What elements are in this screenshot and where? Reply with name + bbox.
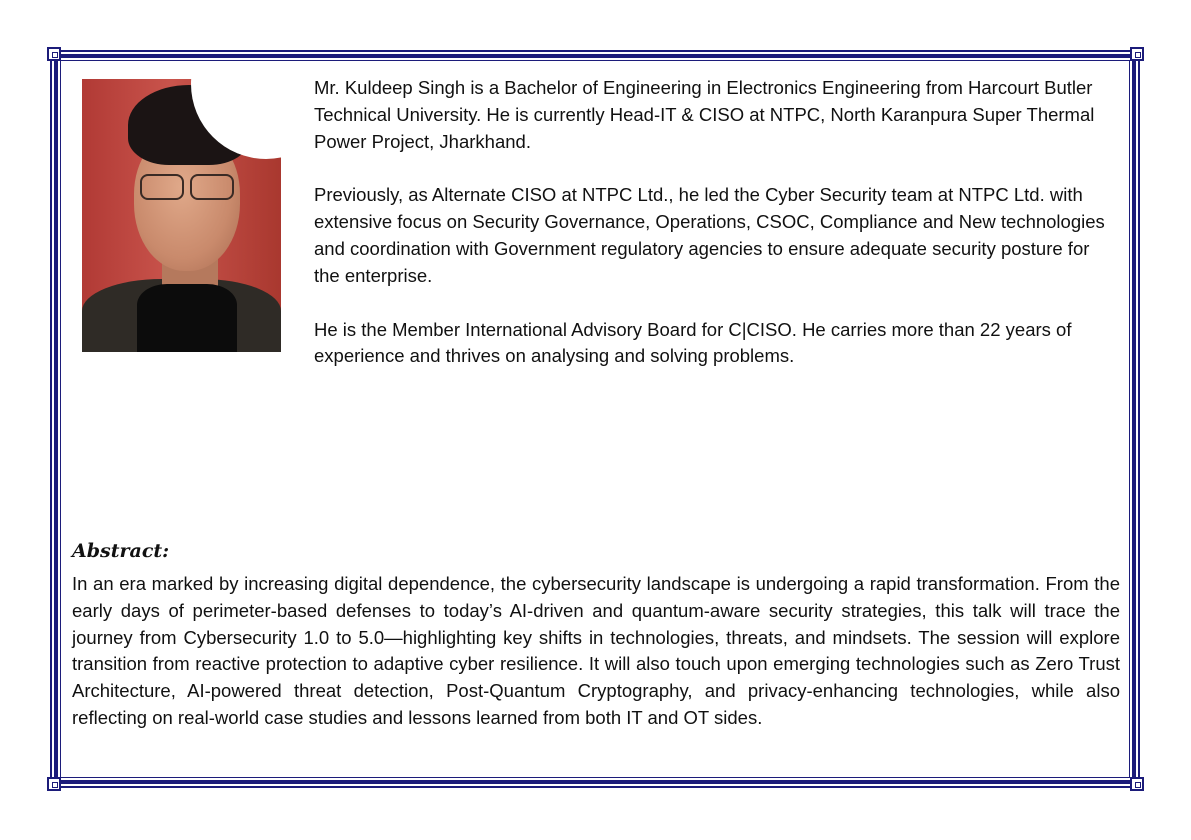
speaker-photo <box>82 79 281 352</box>
corner-ornament-top-left <box>47 47 61 61</box>
abstract-text: In an era marked by increasing digital dependence, the cybersecurity landscape is undergoing a rapid transformation. From the early days of perimeter-based defenses to today’s AI-driven and quantum-aware security strategies, this talk will trace the journey from Cybersecurity 1.0 to 5.0—highlighting key shifts in technologies, threats, and mindsets. The session will explore transition from reactive protection to adaptive cyber resilience. It will also touch upon emerging technologies such as Zero Trust Architecture, AI-powered threat detection, Post-Quantum Cryptography, and privacy-enhancing technologies, while also reflecting on real-world case studies and lessons learned from both IT and OT sides. <box>72 573 1120 728</box>
photo-glasses-right <box>190 174 234 200</box>
corner-ornament-bottom-right <box>1130 777 1144 791</box>
photo-sweater <box>137 284 237 352</box>
bio-paragraph: He is the Member International Advisory Board for C|CISO. He carries more than 22 years of experience and thrives on analysing and solving problems. <box>314 318 1072 367</box>
photo-glasses-left <box>140 174 184 200</box>
bio-paragraph: Mr. Kuldeep Singh is a Bachelor of Engineering in Electronics Engineering from Harcourt Butler Technical University. He is currently Head-IT & CISO at NTPC, North Karanpura Super Thermal Power Project, Jharkhand. <box>314 77 1095 152</box>
speaker-bio <box>314 75 1114 397</box>
corner-ornament-top-right <box>1130 47 1144 61</box>
corner-ornament-bottom-left <box>47 777 61 791</box>
abstract-heading: Abstract: <box>72 540 170 562</box>
bio-paragraph: Previously, as Alternate CISO at NTPC Ltd., he led the Cyber Security team at NTPC Ltd. with extensive focus on Security Governance, Operations, CSOC, Compliance and New technologies and coordination with Government regulatory agencies to ensure adequate security posture for the enterprise. <box>314 184 1105 286</box>
